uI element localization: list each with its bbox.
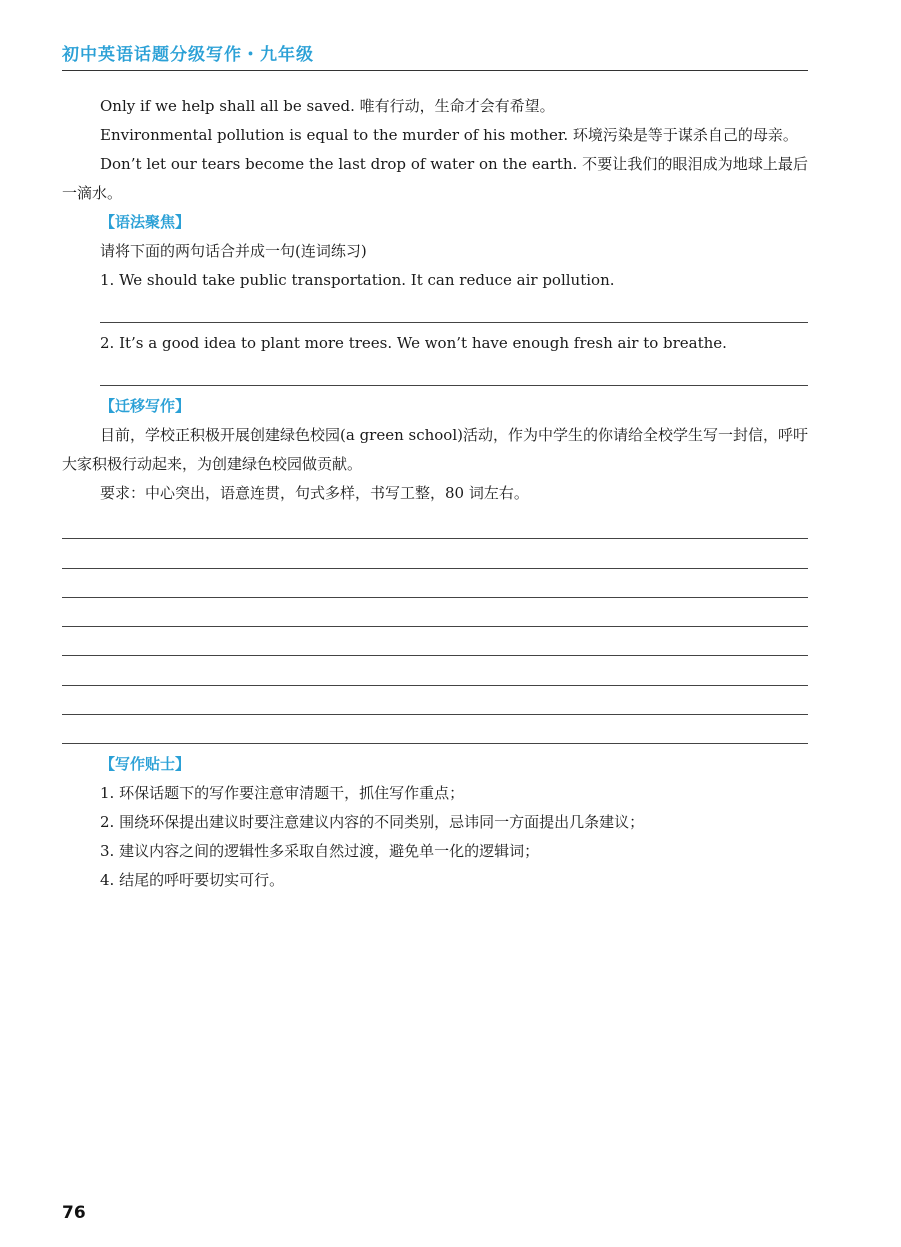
- transfer-prompt: 目前，学校正积极开展创建绿色校园(a green school)活动，作为中学生的你请给全校学生写一封信，呼吁大家积极行动起来，为创建绿色校园做贡献。: [62, 426, 808, 473]
- tips-item-2: 2. 围绕环保提出建议时要注意建议内容的不同类别，忌讳同一方面提出几条建议；: [100, 813, 645, 832]
- writing-line[interactable]: [62, 656, 808, 685]
- writing-line[interactable]: [62, 569, 808, 598]
- writing-line[interactable]: [62, 598, 808, 627]
- header-rule: [62, 70, 808, 71]
- quote-1: Only if we help shall all be saved. 唯有行动，生命才会有希望。: [100, 97, 555, 115]
- writing-line[interactable]: [62, 686, 808, 715]
- writing-line[interactable]: [62, 539, 808, 568]
- tips-item-4: 4. 结尾的呼吁要切实可行。: [100, 871, 285, 890]
- grammar-heading: 【语法聚焦】: [100, 213, 191, 231]
- quote-2: Environmental pollution is equal to the murder of his mother. 环境污染是等于谋杀自己的母亲。: [100, 126, 798, 144]
- grammar-item-1: 1. We should take public transportation. It can reduce air pollution.: [100, 271, 615, 289]
- tips-item-3: 3. 建议内容之间的逻辑性多采取自然过渡，避免单一化的逻辑词；: [100, 842, 540, 861]
- tips-item-1: 1. 环保话题下的写作要注意审清题干，抓住写作重点；: [100, 784, 465, 803]
- quote-3: Don’t let our tears become the last drop of water on the earth. 不要让我们的眼泪成为地球上最后一滴水。: [62, 155, 808, 202]
- tips-heading: 【写作贴士】: [100, 755, 191, 774]
- answer-line-2[interactable]: [100, 358, 808, 386]
- running-header: 初中英语话题分级写作・九年级: [62, 45, 314, 65]
- transfer-heading: 【迁移写作】: [100, 397, 191, 415]
- grammar-item-2: 2. It’s a good idea to plant more trees. We won’t have enough fresh air to breathe.: [100, 334, 727, 352]
- writing-line[interactable]: [62, 627, 808, 656]
- writing-line[interactable]: [62, 715, 808, 744]
- writing-line[interactable]: [62, 510, 808, 539]
- answer-line-1[interactable]: [100, 295, 808, 323]
- page-number: 76: [62, 1203, 86, 1223]
- grammar-instruction: 请将下面的两句话合并成一句(连词练习): [100, 242, 367, 260]
- writing-area[interactable]: [62, 510, 808, 744]
- transfer-requirements: 要求：中心突出，语意连贯，句式多样，书写工整，80 词左右。: [100, 484, 529, 502]
- page-content: [62, 92, 808, 895]
